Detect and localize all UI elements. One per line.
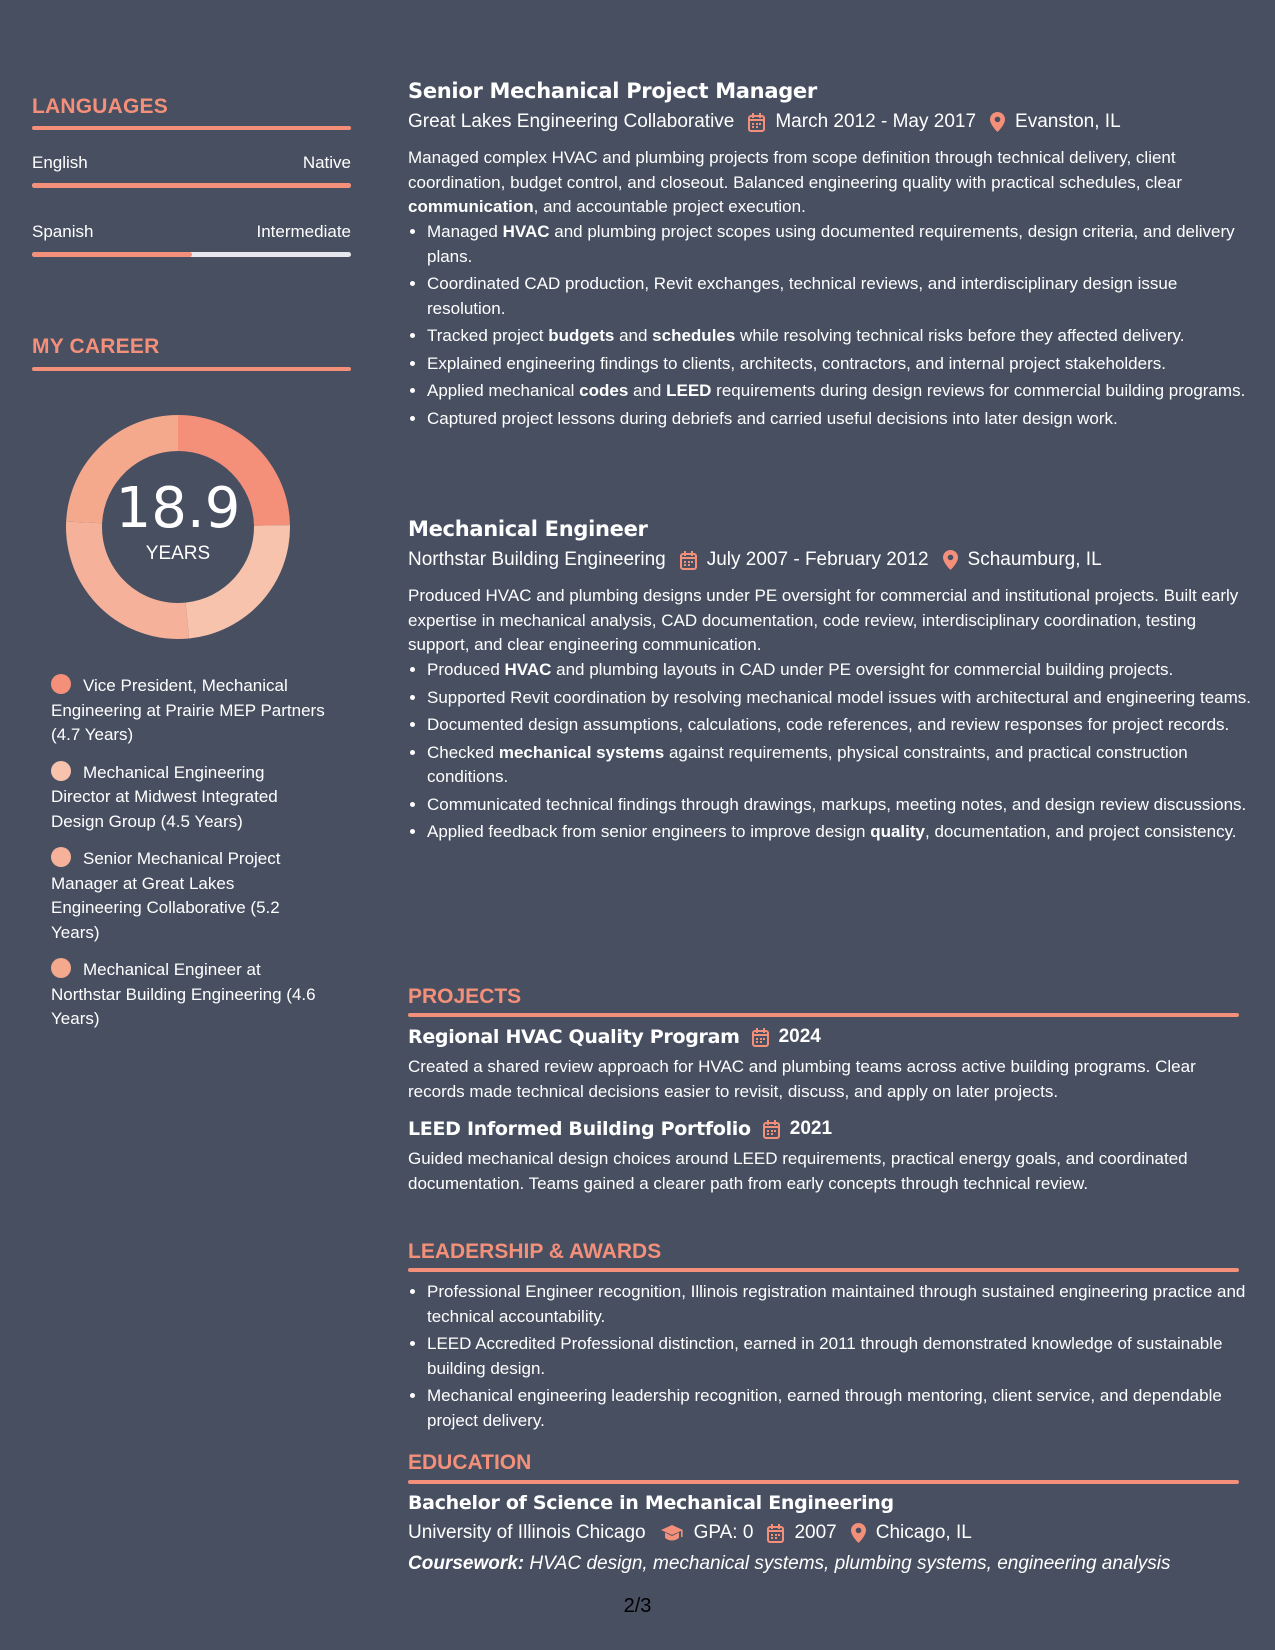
language-name: Spanish (32, 222, 94, 241)
project-year: 2021 (789, 1118, 833, 1139)
language-row (32, 153, 351, 173)
calendar-icon (752, 1028, 769, 1047)
education-gpa: GPA: 0 (693, 1522, 754, 1543)
award-item: • LEED Accredited Professional distinction, earned in 2011 through demonstrated knowledge of sustainable building design. (427, 1332, 1258, 1381)
education-school: University of Illinois Chicago (408, 1522, 646, 1543)
job-title: Mechanical Engineer (408, 517, 648, 541)
projects-heading: PROJECTS (408, 985, 522, 1008)
education-meta (408, 1522, 972, 1544)
bullet-item: • Explained engineering findings to clients, architects, contractors, and internal project stakeholders. (427, 352, 1258, 377)
project-title: LEED Informed Building Portfolio 2021 (408, 1118, 833, 1140)
calendar-icon (763, 1120, 780, 1139)
projects-rule (408, 1013, 1239, 1017)
coursework-label: Coursework: (408, 1553, 525, 1574)
language-proficiency-bar (32, 252, 351, 257)
language-row (32, 222, 351, 242)
education-heading: EDUCATION (408, 1451, 532, 1474)
bullet-item: • Produced HVAC and plumbing layouts in CAD under PE oversight for commercial building projects. (427, 658, 1258, 683)
project-description: Created a shared review approach for HVAC and plumbing teams across active building programs. Clear records made technical decisions easier to revisit, discuss, and apply on later projects. (408, 1057, 1196, 1101)
language-proficiency-bar (32, 183, 351, 188)
awards-heading: LEADERSHIP & AWARDS (408, 1240, 662, 1263)
education-degree: Bachelor of Science in Mechanical Engineering (408, 1492, 894, 1514)
language-proficiency-fill (32, 252, 192, 257)
bullet-item: • Tracked project budgets and schedules while resolving technical risks before they affected delivery. (427, 324, 1258, 349)
job-dates: March 2012 - May 2017 (775, 111, 977, 132)
career-heading: MY CAREER (32, 335, 160, 358)
bullet-item: • Coordinated CAD production, Revit exchanges, technical reviews, and interdisciplinary design issue resolution. (427, 272, 1258, 321)
career-rule (32, 367, 351, 371)
language-proficiency-fill (32, 183, 351, 188)
career-legend-item: Senior Mechanical Project Manager at Great Lakes Engineering Collaborative (5.2 Years) (51, 849, 281, 942)
job-dates: July 2007 - February 2012 (706, 549, 929, 570)
language-level: Intermediate (256, 222, 351, 241)
job-summary: Managed complex HVAC and plumbing projects from scope definition through technical delivery, client coordination, budget control, and closeout. Balanced engineering quality with practical schedules, clear communication, and accountable project execution. (408, 148, 1182, 216)
job-meta (408, 549, 1102, 571)
career-legend-item: Mechanical Engineer at Northstar Building Engineering (4.6 Years) (51, 960, 316, 1028)
career-legend-item: Mechanical Engineering Director at Midwest Integrated Design Group (4.5 Years) (51, 762, 278, 831)
job-meta (408, 111, 1121, 133)
legend-dot-icon (51, 674, 71, 694)
award-item: • Professional Engineer recognition, Illinois registration maintained through sustained engineering practice and technical accountability. (427, 1280, 1258, 1329)
bullet-item: • Checked mechanical systems against requirements, physical constraints, and practical construction conditions. (427, 741, 1258, 790)
location-pin-icon (990, 112, 1005, 132)
education-coursework (408, 1553, 1170, 1575)
job-company: Northstar Building Engineering (408, 549, 666, 570)
education-rule (408, 1480, 1239, 1484)
project-title: Regional HVAC Quality Program 2024 (408, 1026, 821, 1048)
calendar-icon (748, 113, 765, 132)
project-year: 2024 (778, 1026, 821, 1047)
legend-dot-icon (51, 847, 71, 867)
legend-dot-icon (51, 958, 71, 978)
career-legend (51, 674, 326, 1045)
job-location: Schaumburg, IL (967, 549, 1102, 570)
calendar-icon (767, 1524, 784, 1543)
location-pin-icon (851, 1523, 866, 1543)
legend-dot-icon (51, 761, 71, 781)
career-total-years: 18.9 (115, 476, 241, 541)
bullet-item: • Applied feedback from senior engineers to improve design quality, documentation, and project consistency. (427, 820, 1258, 845)
coursework-text: HVAC design, mechanical systems, plumbing systems, engineering analysis (529, 1553, 1171, 1574)
education-location: Chicago, IL (875, 1522, 972, 1543)
graduation-cap-icon (660, 1524, 684, 1542)
location-pin-icon (943, 550, 958, 570)
job-title: Senior Mechanical Project Manager (408, 79, 817, 103)
bullet-item: • Supported Revit coordination by resolving mechanical model issues with architectural and engineering teams. (427, 686, 1258, 711)
career-donut-chart (66, 415, 290, 639)
bullet-item: • Applied mechanical codes and LEED requirements during design reviews for commercial building programs. (427, 379, 1258, 404)
award-item: • Mechanical engineering leadership recognition, earned through mentoring, client service, and dependable project delivery. (427, 1384, 1258, 1433)
job-bullets (408, 658, 1258, 848)
language-name: English (32, 153, 88, 172)
education-year: 2007 (794, 1522, 837, 1543)
languages-heading: LANGUAGES (32, 95, 168, 118)
career-total-unit: YEARS (145, 543, 211, 564)
career-legend-item: Vice President, Mechanical Engineering at Prairie MEP Partners (4.7 Years) (51, 676, 325, 744)
page-number: 2/3 (623, 1595, 652, 1617)
languages-rule (32, 126, 351, 130)
job-company: Great Lakes Engineering Collaborative (408, 111, 735, 132)
language-level: Native (302, 153, 351, 172)
bullet-item: • Managed HVAC and plumbing project scopes using documented requirements, design criteria, and delivery plans. (427, 220, 1258, 269)
project-description: Guided mechanical design choices around LEED requirements, practical energy goals, and coordinated documentation. Teams gained a clearer path from early concepts through technical review. (408, 1149, 1188, 1193)
job-summary: Produced HVAC and plumbing designs under PE oversight for commercial and institutional projects. Built early expertise in mechanical analysis, CAD documentation, code review, interdisciplinary coordination, testing support, and clear engineering communication. (408, 586, 1239, 654)
job-location: Evanston, IL (1015, 111, 1121, 132)
awards-rule (408, 1268, 1239, 1272)
bullet-item: • Communicated technical findings through drawings, markups, meeting notes, and design review discussions. (427, 793, 1258, 818)
bullet-item: • Documented design assumptions, calculations, code references, and review responses for project records. (427, 713, 1258, 738)
awards-list (408, 1280, 1258, 1436)
job-bullets (408, 220, 1258, 434)
bullet-item: • Captured project lessons during debriefs and carried useful decisions into later design work. (427, 407, 1258, 432)
calendar-icon (680, 551, 697, 570)
